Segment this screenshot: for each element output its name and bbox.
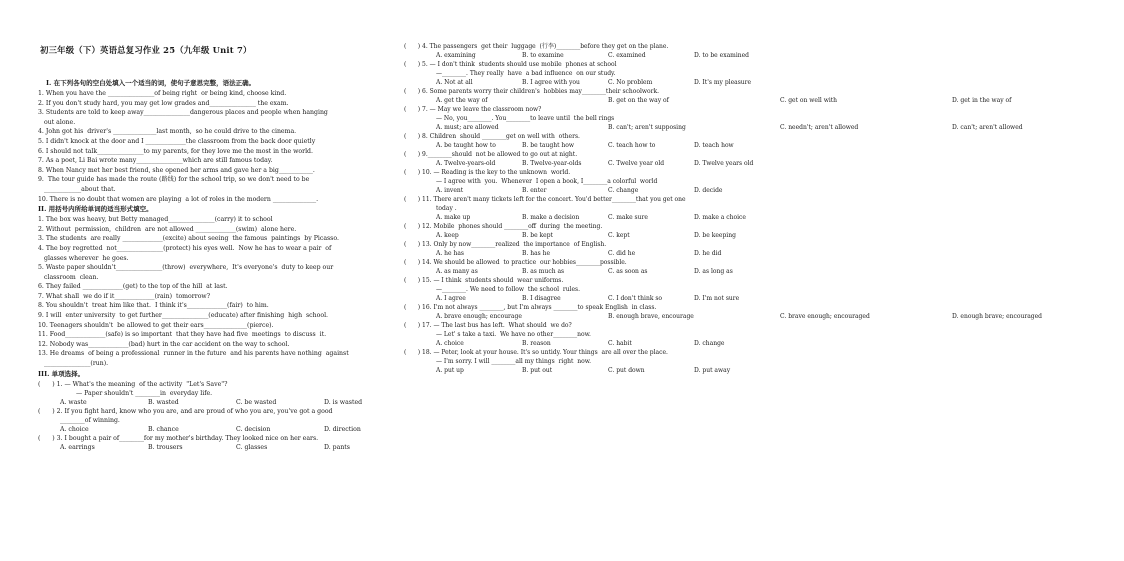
option: A. Not at all xyxy=(436,79,473,86)
option: D. teach how xyxy=(694,142,734,149)
option: D. I'm not sure xyxy=(694,295,740,302)
question-stem: ( ) 5. — I don't think students should use mobile phones at school xyxy=(404,61,617,68)
section1-lines xyxy=(38,89,390,204)
question-options xyxy=(404,213,784,222)
question xyxy=(404,348,784,375)
option: B. make a decision xyxy=(522,214,580,221)
section1-line: 7. As a poet, Li Bai wrote many_______________which are still famous today. xyxy=(38,157,273,165)
question xyxy=(404,276,784,303)
option: B. be kept xyxy=(522,232,553,239)
option: B. chance xyxy=(148,426,179,434)
option: B. has he xyxy=(522,250,551,257)
option: B. to examine xyxy=(522,52,564,59)
section2-line: glasses wherever he goes. xyxy=(44,254,129,262)
section1-line: 1. When you have the _______________of being right or being kind, choose kind. xyxy=(38,90,287,97)
option: D. put away xyxy=(694,367,731,374)
question xyxy=(404,321,784,348)
section1-line: out alone. xyxy=(44,118,76,126)
option: B. as much as xyxy=(522,268,565,275)
section2-line: 4. The boy regretted not_______________(protect) his eyes well. Now he has to wear a pair of xyxy=(38,244,332,252)
option: A. choice xyxy=(436,340,464,347)
section1-line: 10. There is no doubt that women are playing a lot of roles in the modern ______________. xyxy=(38,195,319,203)
question-stem: ( ) 9.________should not be allowed to go out at night. xyxy=(404,151,578,158)
section2-line: 3. The students are really _____________(excite) about seeing the famous paintings by Picasso. xyxy=(38,235,339,243)
option: C. needn't; aren't allowed xyxy=(780,124,859,131)
option: D. direction xyxy=(324,426,361,434)
question-options xyxy=(404,231,784,240)
question-extra: ________of winning. xyxy=(60,417,120,424)
option: D. decide xyxy=(694,187,723,194)
question-options xyxy=(38,425,390,434)
option: A. he has xyxy=(436,250,464,257)
option: C. make sure xyxy=(608,214,648,221)
option: B. enter xyxy=(522,187,547,194)
option: B. get on the way of xyxy=(608,97,669,104)
section2-line: 7. What shall we do if it_____________(rain) tomorrow? xyxy=(38,292,211,300)
section1-line: 6. I should not talk_______________to my parents, for they love me the most in the world. xyxy=(38,147,313,155)
option: C. No problem xyxy=(608,79,653,86)
option: B. trousers xyxy=(148,444,183,452)
section1-line: 2. If you don't study hard, you may get low grades and_______________ the exam. xyxy=(38,99,289,107)
option: C. decision xyxy=(236,426,271,434)
question-stem: ( ) 8. Children should ________get on well with others. xyxy=(404,133,580,140)
question-extra: today . xyxy=(436,205,457,212)
option: B. I disagree xyxy=(522,295,561,302)
section2-line: 8. You shouldn't treat him like that. I think it's_____________(fair) to him. xyxy=(38,302,269,310)
question xyxy=(404,240,784,258)
question xyxy=(38,434,390,452)
question xyxy=(38,380,390,407)
question-extra: — I agree with you. Whenever I open a book, I________a colorful world xyxy=(436,178,658,185)
option: A. examining xyxy=(436,52,476,59)
question-options xyxy=(404,312,1042,321)
question-stem: ( ) 12. Mobile phones should ________off during the meeting. xyxy=(404,223,603,230)
section1-line: 8. When Nancy met her best friend, she opened her arms and gave her a big___________. xyxy=(38,166,315,174)
section2-line: classroom clean. xyxy=(44,273,99,281)
option: A. invent xyxy=(436,187,464,194)
option: A. brave enough; encourage xyxy=(436,313,522,320)
question-extra: — I'm sorry. I will ________all my things right now. xyxy=(436,358,592,365)
question xyxy=(404,60,784,87)
question-options xyxy=(404,294,784,303)
option: A. waste xyxy=(60,398,87,406)
option: B. Twelve-year-olds xyxy=(522,160,582,167)
right-column xyxy=(404,42,1042,375)
question-stem: ( ) 16. I'm not always ________, but I'm always ________to speak English in class. xyxy=(404,304,657,311)
section2-line: 10. Teenagers shouldn't be allowed to get their ears______________(pierce). xyxy=(38,321,274,329)
section3-heading: III. 单项选择。 xyxy=(38,369,85,378)
question-stem: ( ) 1. — What's the meaning of the activity "Let's Save"? xyxy=(38,380,228,388)
option: D. be keeping xyxy=(694,232,736,239)
section2-line: 11. Food_____________(safe) is so important that they have had five meetings to discuss it. xyxy=(38,331,327,339)
option: C. glasses xyxy=(236,444,268,452)
question-stem: ( ) 6. Some parents worry their children's hobbies may________their schoolwork. xyxy=(404,88,660,95)
option: C. did he xyxy=(608,250,636,257)
section3-left-questions xyxy=(38,380,390,453)
option: C. put down xyxy=(608,367,645,374)
question-options xyxy=(404,366,784,375)
section3-right-questions xyxy=(404,42,1042,375)
question-stem: ( ) 2. If you fight hard, know who you are, and are proud of who you are, you've got a good xyxy=(38,407,333,415)
question-extra: —________. They really have a bad influence on our study. xyxy=(436,70,616,77)
question xyxy=(404,195,784,222)
section2-line: 9. I will enter university to get further_______________(educate) after finishing high school. xyxy=(38,312,329,320)
question xyxy=(404,105,1023,132)
section1-line: 4. John got his driver's ______________last month, so he could drive to the cinema. xyxy=(38,128,297,136)
question xyxy=(404,303,1042,321)
option: C. change xyxy=(608,187,639,194)
section1-line: 3. Students are told to keep away_______________dangerous places and people when hanging xyxy=(38,109,328,117)
question xyxy=(404,132,784,150)
option: B. be taught how xyxy=(522,142,575,149)
option: D. is wasted xyxy=(324,398,363,406)
question-options xyxy=(404,249,784,258)
option: A. must; are allowed xyxy=(436,124,499,131)
question xyxy=(404,222,784,240)
option: D. to be examined xyxy=(694,52,750,59)
question-stem: ( ) 4. The passengers get their luggage (行李)________before they get on the plane. xyxy=(404,43,669,50)
question-options xyxy=(404,96,1012,105)
section2-line: 5. Waste paper shouldn't_______________(throw) everywhere, It's everyone's duty to keep our xyxy=(38,264,334,272)
option: D. as long as xyxy=(694,268,733,275)
question-stem: ( ) 7. — May we leave the classroom now? xyxy=(404,106,542,113)
section1-heading: I. 在下列各句的空白处填入一个适当的词，使句子意思完整，语法正确。 xyxy=(46,79,256,87)
question-options xyxy=(404,51,784,60)
option: D. It's my pleasure xyxy=(694,79,752,86)
section2-line: 13. He dreams of being a professional runner in the future and his parents have nothing against xyxy=(38,350,349,358)
option: B. enough brave, encourage xyxy=(608,313,694,320)
option: B. put out xyxy=(522,367,553,374)
question-options xyxy=(404,141,784,150)
question-options xyxy=(404,339,784,348)
option: B. I agree with you xyxy=(522,79,580,86)
question-stem: ( ) 17. — The last bus has left. What should we do? xyxy=(404,322,572,329)
option: C. habit xyxy=(608,340,632,347)
question-extra: — No, you________. You________to leave until the bell rings xyxy=(436,115,615,122)
option: A. get the way of xyxy=(436,97,488,104)
option: D. enough brave; encouraged xyxy=(952,313,1042,320)
option: C. teach how to xyxy=(608,142,656,149)
option: D. Twelve years old xyxy=(694,160,754,167)
option: A. earrings xyxy=(60,444,95,452)
option: A. Twelve-years-old xyxy=(436,160,496,167)
question-options xyxy=(38,443,390,452)
option: A. I agree xyxy=(436,295,466,302)
question-options xyxy=(38,398,390,407)
section2-line: 12. Nobody was_____________(bad) hurt in the car accident on the way to school. xyxy=(38,340,290,348)
question-stem: ( ) 11. There aren't many tickets left for the concert. You'd better________that you get one xyxy=(404,196,686,203)
section1-line: 5. I didn't knock at the door and I _____________the classroom from the back door quietly xyxy=(38,137,316,145)
question-extra: —________. We need to follow the school rules. xyxy=(436,286,581,293)
section2-line: _______________(run). xyxy=(44,360,109,368)
option: D. he did xyxy=(694,250,722,257)
option: D. get in the way of xyxy=(952,97,1012,104)
question xyxy=(404,258,784,276)
question xyxy=(404,87,1012,105)
question-options xyxy=(404,78,784,87)
question-options xyxy=(404,186,784,195)
option: D. pants xyxy=(324,444,350,452)
section2-line: 1. The box was heavy, but Betty managed_______________(carry) it to school xyxy=(38,216,273,224)
section2-line: 2. Without permission, children are not allowed _____________(swim) alone here. xyxy=(38,225,297,233)
section1-line: ____________about that. xyxy=(44,185,116,193)
question xyxy=(404,168,784,195)
section1-line: 9. The tour guide has made the route (路线) for the school trip, so we don't need to be xyxy=(38,176,310,184)
question-stem: ( ) 10. — Reading is the key to the unknown world. xyxy=(404,169,571,176)
question-options xyxy=(404,159,784,168)
question-extra: — Let' s take a taxi. We have no other________now. xyxy=(436,331,591,338)
question-stem: ( ) 3. I bought a pair of________for my mother's birthday. They looked nice on her ears. xyxy=(38,435,319,443)
question-stem: ( ) 13. Only by now________realized the importance of English. xyxy=(404,241,607,248)
option: C. kept xyxy=(608,232,630,239)
option: D. make a choice xyxy=(694,214,746,221)
question xyxy=(404,150,784,168)
section2-line: 6. They failed _____________(get) to the top of the hill at last. xyxy=(38,283,228,291)
option: D. can't; aren't allowed xyxy=(952,124,1023,131)
option: C. as soon as xyxy=(608,268,648,275)
question-options xyxy=(404,123,1023,132)
option: A. as many as xyxy=(436,268,478,275)
option: C. Twelve year old xyxy=(608,160,665,167)
option: D. change xyxy=(694,340,725,347)
question xyxy=(38,407,390,434)
option: C. I don't think so xyxy=(608,295,663,302)
option: B. reason xyxy=(522,340,551,347)
option: B. can't; aren't supposing xyxy=(608,124,686,131)
left-column xyxy=(38,44,390,452)
option: A. make up xyxy=(436,214,471,221)
section2-heading: II. 用括号内所给单词的适当形式填空。 xyxy=(38,205,153,214)
option: A. keep xyxy=(436,232,459,239)
option: C. brave enough; encouraged xyxy=(780,313,870,320)
question-stem: ( ) 15. — I think students should wear uniforms. xyxy=(404,277,564,284)
option: A. choice xyxy=(60,426,89,434)
question-options xyxy=(404,267,784,276)
option: A. put up xyxy=(436,367,464,374)
question-stem: ( ) 14. We should be allowed to practice our hobbies________possible. xyxy=(404,259,627,266)
option: A. be taught how to xyxy=(436,142,496,149)
question xyxy=(404,42,784,60)
section2-lines xyxy=(38,215,390,369)
option: C. get on well with xyxy=(780,97,838,104)
question-stem: ( ) 18. — Peter, look at your house. It's so untidy. Your things are all over the place. xyxy=(404,349,668,356)
option: B. wasted xyxy=(148,398,179,406)
page-title: 初三年级（下）英语总复习作业 25（九年级 Unit 7） xyxy=(40,45,252,55)
option: C. examined xyxy=(608,52,646,59)
question-extra: — Paper shouldn't ________in everyday life. xyxy=(76,389,213,397)
option: C. be wasted xyxy=(236,398,277,406)
